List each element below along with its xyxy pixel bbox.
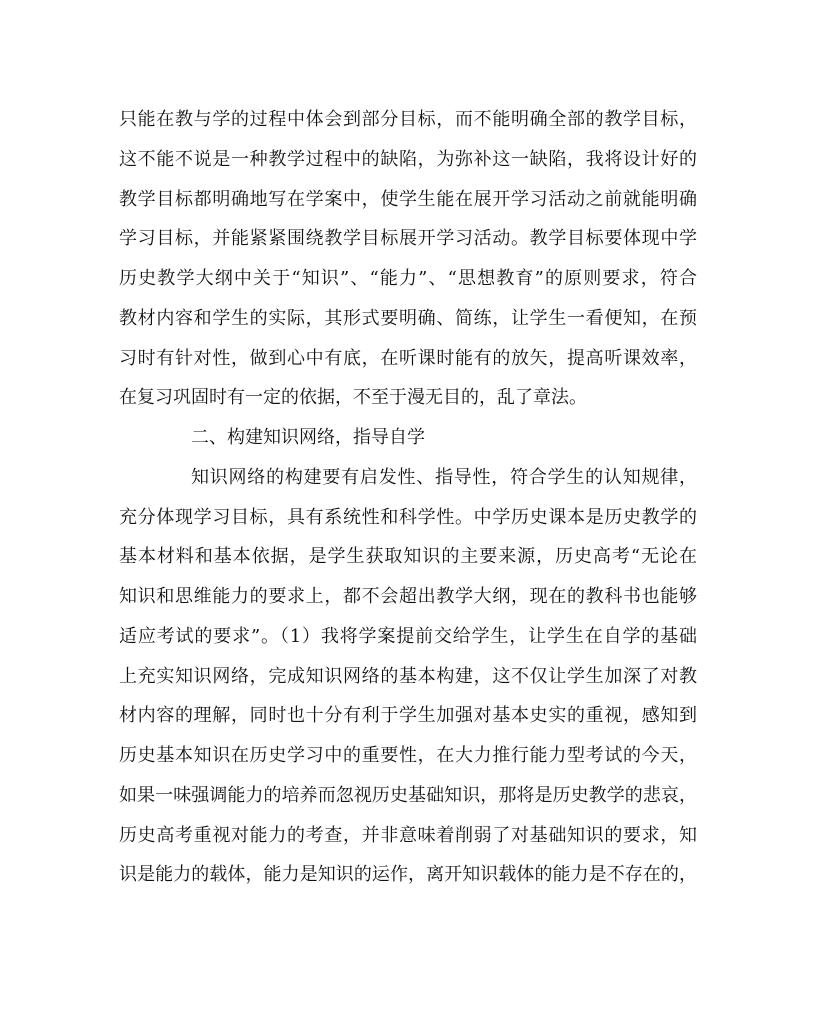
text-line: 基本材料和基本依据，是学生获取知识的主要来源，历史高考“无论在	[119, 546, 697, 568]
text-line: 识是能力的载体，能力是知识的运作，离开知识载体的能力是不存在的，	[119, 864, 697, 886]
text-line: 知识和思维能力的要求上，都不会超出教学大纲，现在的教科书也能够	[119, 586, 697, 607]
text-line: 上充实知识网络，完成知识网络的基本构建，这不仅让学生加深了对教	[119, 665, 697, 687]
text-line: 教材内容和学生的实际，其形式要明确、简练，让学生一看便知，在预	[119, 307, 697, 329]
text-line: 历史教学大纲中关于“知识”、“能力”、“思想教育”的原则要求，符合	[119, 268, 697, 289]
text-line: 材内容的理解，同时也十分有利于学生加强对基本史实的重视，感知到	[119, 705, 697, 727]
text-line: 历史基本知识在历史学习中的重要性，在大力推行能力型考试的今天，	[119, 745, 697, 766]
text-line: 这不能不说是一种教学过程中的缺陷，为弥补这一缺陷，我将设计好的	[119, 148, 697, 170]
text-line: 只能在教与学的过程中体会到部分目标，而不能明确全部的教学目标，	[119, 109, 697, 130]
text-line: 适应考试的要求”。（1）我将学案提前交给学生，让学生在自学的基础	[119, 625, 697, 647]
text-line: 历史高考重视对能力的考查，并非意味着削弱了对基础知识的要求，知	[119, 824, 697, 846]
text-line: 教学目标都明确地写在学案中，使学生能在展开学习活动之前就能明确	[119, 188, 697, 210]
text-line: 在复习巩固时有一定的依据，不至于漫无目的，乱了章法。	[119, 387, 587, 409]
body-text	[119, 100, 697, 895]
text-line: 如果一味强调能力的培养而忽视历史基础知识，那将是历史教学的悲哀，	[119, 784, 697, 806]
text-line: 学习目标，并能紧紧围绕教学目标展开学习活动。教学目标要体现中学	[119, 228, 697, 250]
section-heading: 二、构建知识网络，指导自学	[191, 427, 425, 448]
paragraph-first-line: 知识网络的构建要有启发性、指导性，符合学生的认知规律，	[191, 466, 697, 488]
text-line: 充分体现学习目标，具有系统性和科学性。中学历史课本是历史教学的	[119, 506, 697, 528]
text-line: 习时有针对性，做到心中有底，在听课时能有的放矢，提高听课效率，	[119, 347, 697, 369]
